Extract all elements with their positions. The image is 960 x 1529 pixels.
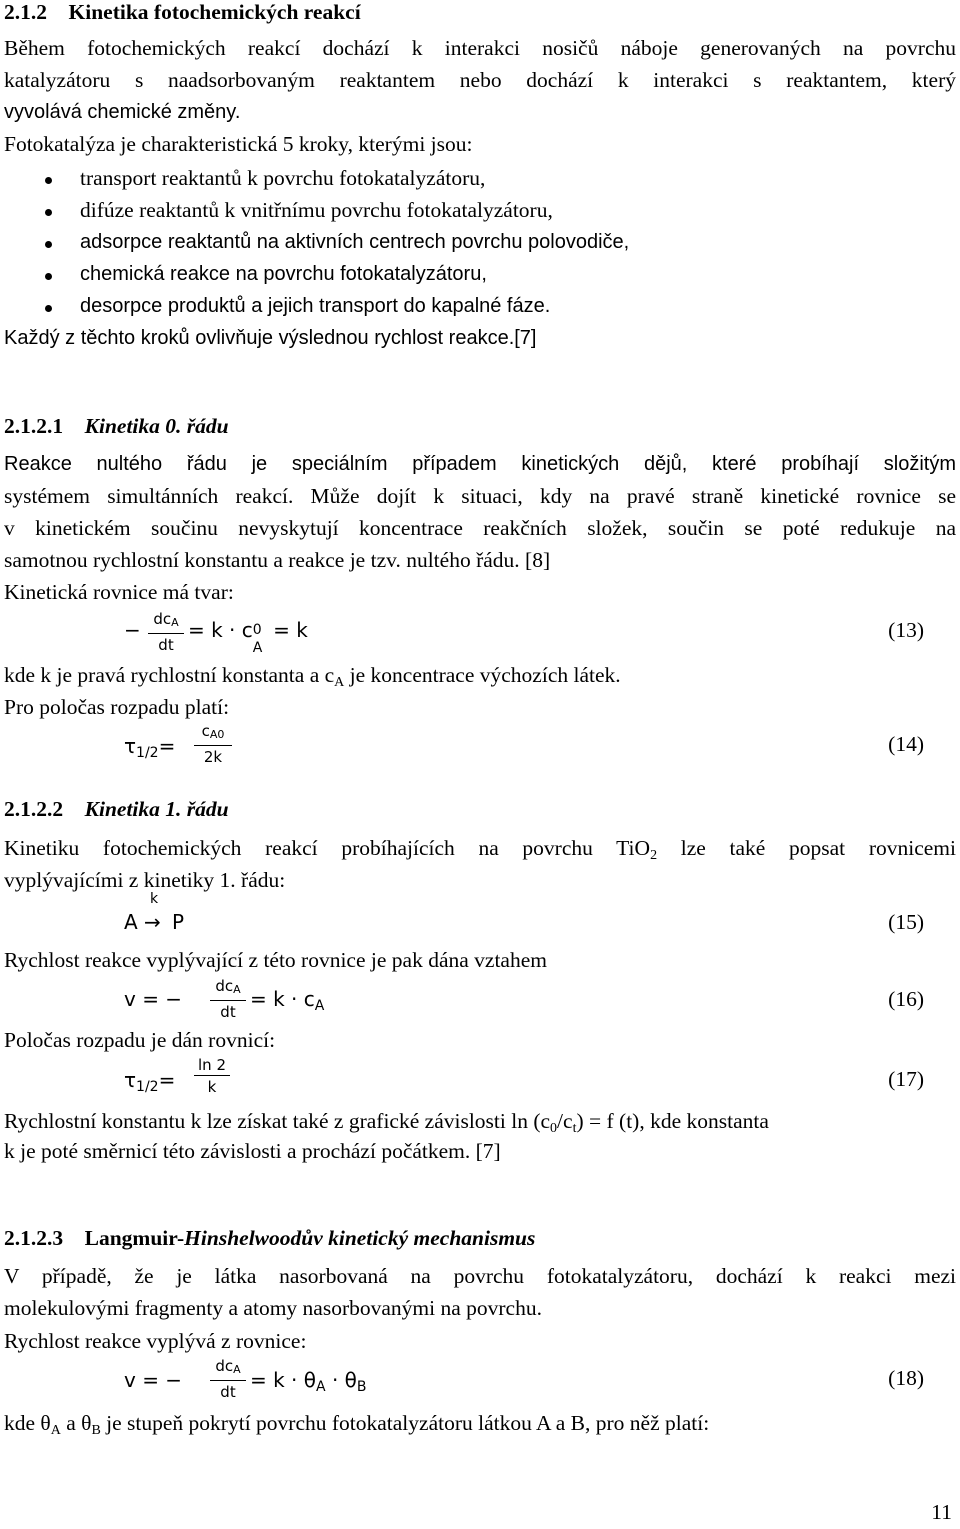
sub1-p1-line-4: samotnou rychlostní konstantu a reakce je tzv. nultého řádu. [8] <box>4 548 551 572</box>
step-text: desorpce produktů a jejich transport do kapalné fáze. <box>80 295 551 317</box>
sub2-p1-line-1: Kinetiku fotochemických reakcí probíhajících na povrchu TiO$_2$ lze také popsat rovnicemi <box>4 836 956 863</box>
eq13-numerator: dcA <box>148 610 184 634</box>
eq16-lhs: v = − <box>124 987 183 1011</box>
eq18-fraction <box>210 1357 246 1401</box>
eq13-rhs: = k · c 0 A = k <box>188 618 308 656</box>
eq14-number: (14) <box>888 732 924 756</box>
section-title: Kinetika fotochemických reakcí <box>68 0 361 24</box>
eq15-left: A <box>124 910 138 934</box>
eq18-numerator: dcA <box>210 1357 246 1381</box>
subsection-heading-2 <box>4 793 229 826</box>
eq14-lhs: $\tau_{1/2}=$ <box>124 734 176 761</box>
eq17-fraction <box>194 1056 230 1096</box>
intro-line-3: vyvolává chemické změny. <box>4 101 241 123</box>
eq14-numerator: cA0 <box>194 722 232 746</box>
eq13-minus: − <box>124 618 141 642</box>
subsection-title: Kinetika 1. řádu <box>84 797 229 821</box>
subsection-heading-1 <box>4 410 229 443</box>
sub3-p1-line-2: molekulovými fragmenty a atomy nasorbovanými na povrchu. <box>4 1296 542 1320</box>
eq14-denominator: 2k <box>203 748 223 766</box>
sub1-p1-line-1: Reakce nultého řádu je speciálním případem kinetických dějů, které probíhají složitým <box>4 453 956 475</box>
eq16-fraction <box>210 977 246 1021</box>
eq16-number: (16) <box>888 987 924 1011</box>
eq18-rhs: = $k \cdot \theta_A \cdot \theta_B$ <box>250 1368 367 1395</box>
section-number: 2.1.2 <box>4 0 47 24</box>
rate-intro-1: Rychlost reakce vyplývající z této rovnice je pak dána vztahem <box>4 948 547 972</box>
subsection-title-italic: Hinshelwoodův kinetický mechanismus <box>184 1226 536 1250</box>
sub2-p2-line-2: k je poté směrnicí této závislosti a prochází počátkem. [7] <box>4 1139 501 1163</box>
sub1-p1-line-2: systémem simultánních reakcí. Může dojít k situaci, kdy na pravé straně kinetické rovnice se <box>4 484 956 508</box>
step-text: difúze reaktantů k vnitřnímu povrchu fotokatalyzátoru, <box>80 198 553 222</box>
eq16-rhs: = $k \cdot c_A$ <box>250 987 325 1014</box>
intro-line-2: katalyzátoru s naadsorbovaným reaktantem nebo dochází k interakci s reaktantem, který <box>4 68 956 92</box>
eq15-right: P <box>172 910 185 934</box>
step-text: chemická reakce na povrchu fotokatalyzátoru, <box>80 263 487 285</box>
subsection-heading-3 <box>4 1222 535 1255</box>
after-eq13: kde k je pravá rychlostní konstanta a $c_A$ je koncentrace výchozích látek. <box>4 663 621 690</box>
subsection-number: 2.1.2.2 <box>4 797 64 821</box>
intro-line-1: Během fotochemických reakcí dochází k interakci nosičů náboje generovaných na povrchu <box>4 36 956 60</box>
bullet-icon <box>45 305 52 312</box>
bullet-icon <box>45 273 52 280</box>
halflife-intro-2: Poločas rozpadu je dán rovnicí: <box>4 1028 276 1052</box>
step-text: adsorpce reaktantů na aktivních centrech povrchu polovodiče, <box>80 231 630 253</box>
halflife-intro-1: Pro poločas rozpadu platí: <box>4 695 230 719</box>
eq17-denominator: k <box>207 1078 217 1096</box>
page-number: 11 <box>931 1500 952 1524</box>
bullet-icon <box>45 209 52 216</box>
eq18-number: (18) <box>888 1366 924 1390</box>
rate-intro-2: Rychlost reakce vyplývá z rovnice: <box>4 1329 307 1353</box>
intro-line-4: Fotokatalýza je charakteristická 5 kroky, kterými jsou: <box>4 132 473 156</box>
subsection-title-bold: Langmuir- <box>84 1226 185 1250</box>
eq18-denominator: dt <box>220 1383 236 1401</box>
bullet-icon <box>45 241 52 248</box>
section-heading <box>4 0 361 29</box>
sub1-p1-line-3: v kinetickém součinu nevyskytují koncentrace reakčních složek, součin se poté redukuje na <box>4 516 956 540</box>
sub3-p1-line-1: V případě, že je látka nasorbovaná na povrchu fotokatalyzátoru, dochází k reakci mezi <box>4 1264 956 1288</box>
subsection-number: 2.1.2.1 <box>4 414 64 438</box>
subsection-title: Kinetika 0. řádu <box>84 414 229 438</box>
bullet-icon <box>45 177 52 184</box>
eq17-lhs: $\tau_{1/2}=$ <box>124 1068 176 1095</box>
eq15-arrow-icon: → <box>144 910 161 934</box>
eq16-denominator: dt <box>220 1003 236 1021</box>
eq15-number: (15) <box>888 910 924 934</box>
sub2-p1-line-2: vyplývajícími z kinetiky 1. řádu: <box>4 868 286 892</box>
step-text: transport reaktantů k povrchu fotokatalyzátoru, <box>80 166 486 190</box>
eq14-fraction <box>194 722 232 766</box>
eq16-numerator: dcA <box>210 977 246 1001</box>
eq17-number: (17) <box>888 1067 924 1091</box>
eq17-numerator: ln 2 <box>194 1056 230 1076</box>
eq15-rate-constant: k <box>150 891 159 907</box>
eq13-denominator: dt <box>158 636 174 654</box>
eq18-lhs: v = − <box>124 1368 183 1392</box>
eq-intro: Kinetická rovnice má tvar: <box>4 580 234 604</box>
sub3-last-line: kde $\theta_A$ a $\theta_B$ je stupeň pokrytí povrchu fotokatalyzátoru látkou A a B, pro něž platí: <box>4 1411 710 1438</box>
eq13-number: (13) <box>888 618 924 642</box>
eq13-fraction <box>148 610 184 654</box>
steps-outro: Každý z těchto kroků ovlivňuje výslednou rychlost reakce.[7] <box>4 327 537 349</box>
subsection-number: 2.1.2.3 <box>4 1226 64 1250</box>
sub2-p2-line-1: Rychlostní konstantu k lze získat také z grafické závislosti $\ln (c_0/c_t) = f$ (t), kde konstanta <box>4 1109 769 1136</box>
